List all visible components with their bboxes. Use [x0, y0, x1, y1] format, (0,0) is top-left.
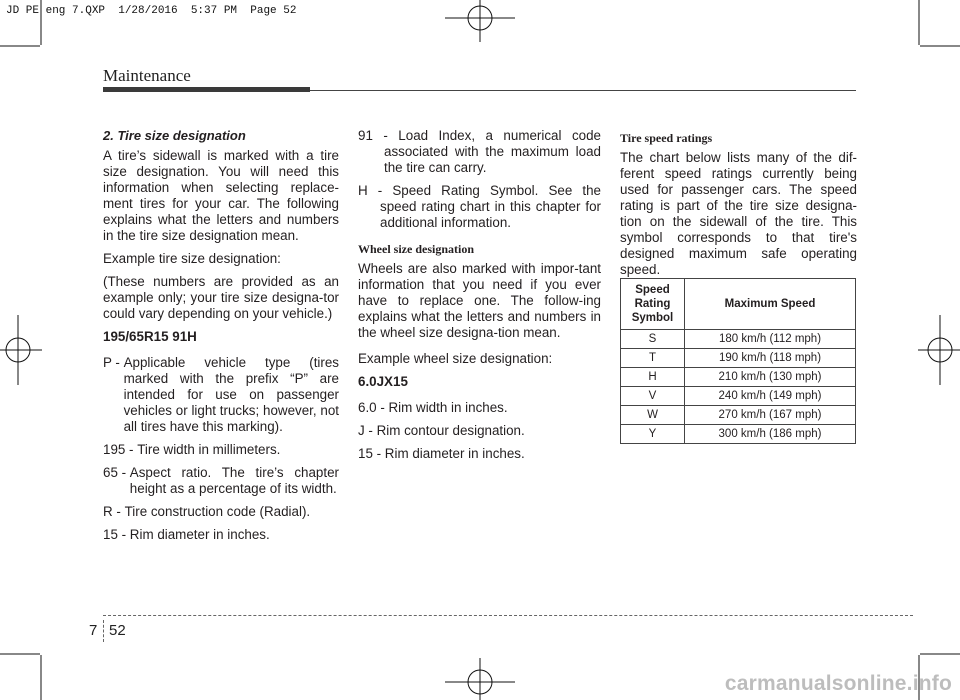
column-middle [358, 128, 601, 469]
speed-symbol-item: H - Speed Rating Symbol. See the speed rating chart in this chapter for additional information. [358, 183, 601, 230]
designation-item [103, 527, 339, 543]
footer-separator [103, 620, 104, 642]
table-row [621, 330, 856, 349]
page-number: 52 [109, 622, 126, 639]
registration-mark-left [0, 315, 42, 385]
wheel-size-heading: Wheel size designation [358, 242, 474, 256]
watermark: carmanualsonline.info [724, 672, 952, 695]
header-bar [103, 87, 310, 92]
designation-key: P - [103, 355, 124, 370]
tire-size-heading: 2. Tire size designation [103, 128, 246, 143]
wheel-size-example-label: Example wheel size designation: [358, 351, 553, 366]
designation-key: 195 - [103, 442, 138, 457]
header-rule [310, 90, 856, 91]
tire-size-intro: A tire’s sidewall is marked with a tire size designation. You will need this information when selecting replace-ment tires for your car. The following explains what the letters and numbers in the tire size designation mean. [103, 148, 339, 243]
designation-text: Applicable vehicle type (tires marked with the prefix “P” are intended for use on passenger vehicles or light trucks; however, not all tires have this marking). [123, 355, 339, 434]
wheel-size-line: J - Rim contour designation. [358, 423, 525, 438]
table-row [621, 387, 856, 406]
designation-key: R - [103, 504, 125, 519]
footer-rule [103, 615, 913, 616]
designation-key: 15 - [103, 527, 130, 542]
registration-mark-right [918, 315, 960, 385]
designation-item [103, 504, 339, 520]
max-speed-cell: 210 km/h (130 mph) [685, 368, 856, 387]
wheel-size-line: 15 - Rim diameter in inches. [358, 446, 525, 461]
max-speed-cell: 270 km/h (167 mph) [685, 406, 856, 425]
max-speed-cell: 300 km/h (186 mph) [685, 425, 856, 444]
max-speed-cell: 190 km/h (118 mph) [685, 349, 856, 368]
speed-symbol-cell: H [621, 368, 685, 387]
designation-item [103, 442, 339, 458]
table-row [621, 406, 856, 425]
max-speed-cell: 180 km/h (112 mph) [685, 330, 856, 349]
table-header-row [621, 279, 856, 330]
max-speed-cell: 240 km/h (149 mph) [685, 387, 856, 406]
registration-mark-bottom [445, 658, 515, 700]
speed-symbol-cell: Y [621, 425, 685, 444]
speed-symbol-cell: V [621, 387, 685, 406]
wheel-size-line: 6.0 - Rim width in inches. [358, 400, 508, 415]
designation-item [103, 465, 339, 497]
designation-text: Tire construction code (Radial). [124, 504, 311, 519]
wheel-size-example: 6.0JX15 [358, 374, 408, 389]
table-row [621, 425, 856, 444]
chapter-number: 7 [89, 622, 98, 639]
designation-text: Aspect ratio. The tire’s chapter height as a percentage of its width. [129, 465, 339, 496]
registration-mark-top [445, 0, 515, 42]
table-row [621, 368, 856, 387]
table-header: Maximum Speed [685, 279, 856, 330]
tire-size-example-label: Example tire size designation: [103, 251, 281, 266]
tire-size-note: (These numbers are provided as an example only; your tire size designa-tor could vary depending on your vehicle.) [103, 274, 339, 321]
speed-symbol-cell: W [621, 406, 685, 425]
designation-text: Tire width in millimeters. [137, 442, 281, 457]
tire-size-example: 195/65R15 91H [103, 329, 197, 344]
wheel-size-intro: Wheels are also marked with impor-tant information that you need if you ever have to replace one. The follow-ing explains what the letters and numbers in the wheel size designa-tion mean. [358, 261, 601, 340]
designation-key: 65 - [103, 465, 130, 480]
designation-text: Rim diameter in inches. [129, 527, 270, 542]
designation-item [103, 355, 339, 435]
speed-symbol-cell: T [621, 349, 685, 368]
speed-ratings-heading: Tire speed ratings [620, 131, 713, 145]
load-index-item: 91 - Load Index, a numerical code associated with the maximum load the tire can carry. [358, 128, 601, 175]
section-title: Maintenance [103, 66, 191, 85]
table-row [621, 349, 856, 368]
speed-rating-table [620, 278, 856, 444]
print-slug: JD PE eng 7.QXP 1/28/2016 5:37 PM Page 52 [6, 5, 297, 17]
table-header: Speed Rating Symbol [621, 279, 685, 330]
column-left [103, 128, 339, 550]
column-right [620, 130, 857, 285]
speed-ratings-intro: The chart below lists many of the dif-ferent speed ratings currently being used for passenger cars. The speed rating is part of the tire size designa-tion on the sidewall of the tire. This symbol corresponds to that tire's designed maximum safe operating speed. [620, 150, 857, 277]
speed-symbol-cell: S [621, 330, 685, 349]
